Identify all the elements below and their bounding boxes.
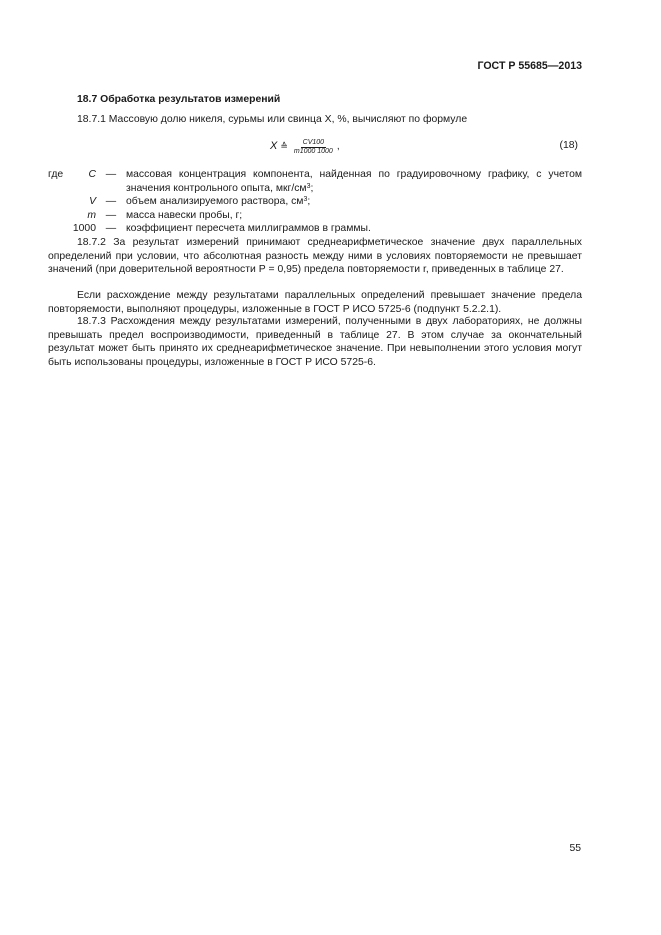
formula-fraction (292, 139, 335, 156)
where-description: объем анализируемого раствора, $см^3$; (126, 196, 311, 208)
equation-number: (18) (559, 140, 578, 151)
paragraph-18-7-3: 18.7.3 Расхождения между результатами измерений, полученными в двух лабораториях, не должны превышать предел воспроизводимости, приведенный в таблице 27. В этом случае за окончательный результат может быть принято их среднеарифметическое значение. При невыполнении этого условия могут быть использованы процедуры, изложенные в ГОСТ Р ИСО 5725-6. (48, 316, 582, 368)
paragraph-repeatability: Если расхождение между результатами параллельных определений превышает значение предела повторяемости, выполняют процедуры, изложенные в ГОСТ Р ИСО 5725-6 (подпункт 5.2.2.1). (48, 290, 582, 315)
paragraph-18-7-2: 18.7.2 За результат измерений принимают среднеарифметическое значение двух параллельных определений при условии, что абсолютная разность между ними в условиях повторяемости не превышает значений (при доверительной вероятности Р = 0,95) предела повторяемости r, приведенных в таблице 27. (48, 237, 582, 276)
where-symbol: C (88, 169, 96, 180)
where-description: массовая концентрация компонента, найденная по градуировочному графику, с учетом значения контрольного опыта, мкг/$см^3$; (126, 169, 582, 194)
where-item (48, 195, 582, 209)
page-number: 55 (569, 843, 581, 854)
formula-trailing: , (336, 141, 340, 153)
where-dash: — (105, 223, 117, 235)
where-item (48, 222, 582, 236)
where-description: коэффициент пересчета миллиграммов в граммы. (126, 223, 371, 235)
paragraph-18-7-1: 18.7.1 Массовую долю никеля, сурьмы или свинца X, %, вычисляют по формуле (77, 114, 468, 125)
formula-lhs: X (270, 140, 278, 153)
where-dash: — (105, 209, 117, 221)
where-symbol: V (89, 196, 96, 208)
where-symbol: 1000 (72, 223, 96, 235)
formula-numerator: CV100 (302, 138, 325, 146)
where-list (48, 168, 582, 236)
formula-eq-sign: ≙ (280, 141, 288, 152)
where-description: масса навески пробы, г; (126, 209, 243, 221)
formula-denominator: m1000 1000 (293, 147, 333, 155)
where-word: где (48, 169, 64, 180)
where-item (48, 209, 582, 223)
formula-row (48, 136, 582, 158)
where-dash: — (105, 169, 117, 180)
where-dash: — (105, 196, 117, 208)
where-symbol: m (87, 209, 96, 221)
section-heading: 18.7 Обработка результатов измерений (77, 94, 281, 105)
where-item (48, 168, 582, 195)
formula (270, 136, 340, 158)
document-id: ГОСТ Р 55685—2013 (477, 60, 582, 72)
